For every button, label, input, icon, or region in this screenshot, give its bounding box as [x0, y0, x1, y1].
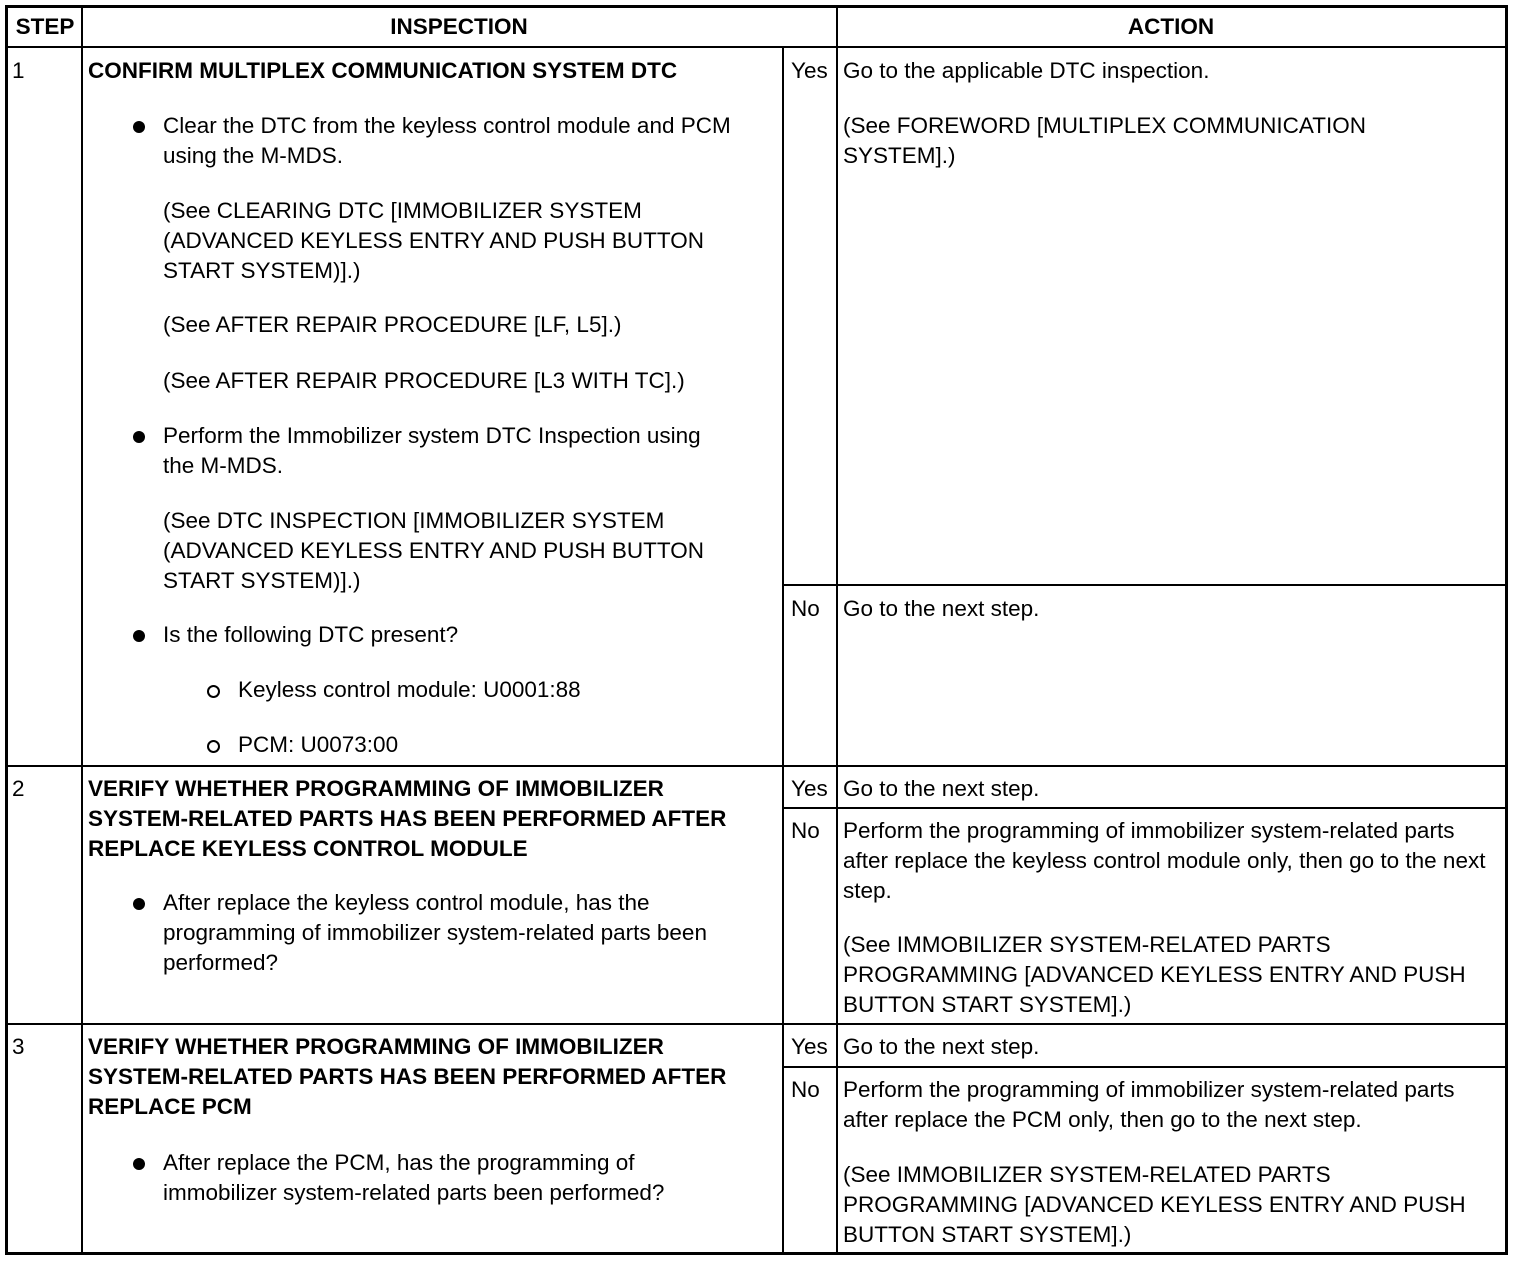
header-step: STEP	[15, 14, 75, 39]
yes-label: Yes	[791, 58, 828, 83]
yes-action: Go to the next step.	[843, 1034, 1040, 1059]
header-inspection: INSPECTION	[390, 14, 528, 39]
inspection-item: Is the following DTC present?	[163, 622, 459, 647]
bullet-icon	[133, 431, 145, 443]
step-title: VERIFY WHETHER PROGRAMMING OF IMMOBILIZER SYSTEM-RELATED PARTS HAS BEEN PERFORMED AFTER REPLACE KEYLESS CONTROL MODULE	[88, 776, 727, 861]
no-action: Perform the programming of immobilizer system-related parts after replace the keyless control module only, then go to the next step.	[843, 818, 1486, 903]
yes-label: Yes	[791, 776, 828, 801]
bullet-icon	[133, 121, 145, 133]
sub-bullet-icon	[207, 685, 220, 698]
row2-bottom-line	[8, 1023, 1505, 1025]
row1-bottom-line	[8, 765, 1505, 767]
yes-label: Yes	[791, 1034, 828, 1059]
bullet-icon	[133, 1158, 145, 1170]
inspection-reference: (See DTC INSPECTION [IMMOBILIZER SYSTEM (ADVANCED KEYLESS ENTRY AND PUSH BUTTON START SYSTEM)].)	[163, 508, 704, 593]
no-label: No	[791, 596, 820, 621]
inspection-item: After replace the keyless control module, has the programming of immobilizer system-related parts been performed?	[163, 890, 707, 975]
step-number: 1	[12, 58, 25, 83]
yes-action-reference: (See FOREWORD [MULTIPLEX COMMUNICATION SYSTEM].)	[843, 113, 1366, 168]
inspection-table	[5, 5, 1508, 1255]
dtc-item: PCM: U0073:00	[238, 732, 399, 757]
yes-action: Go to the applicable DTC inspection.	[843, 58, 1210, 83]
no-action: Perform the programming of immobilizer system-related parts after replace the PCM only, then go to the next step.	[843, 1077, 1455, 1132]
row1-yesno-line	[782, 584, 1505, 586]
yes-action: Go to the next step.	[843, 776, 1040, 801]
step-number: 2	[12, 776, 25, 801]
row2-yesno-line	[782, 807, 1505, 809]
dtc-item: Keyless control module: U0001:88	[238, 677, 581, 702]
bullet-icon	[133, 630, 145, 642]
sub-bullet-icon	[207, 740, 220, 753]
divider-yesno	[782, 46, 784, 1252]
no-action-reference: (See IMMOBILIZER SYSTEM-RELATED PARTS PROGRAMMING [ADVANCED KEYLESS ENTRY AND PUSH BUTTON START SYSTEM].)	[843, 1162, 1466, 1247]
no-action: Go to the next step.	[843, 596, 1040, 621]
no-action-reference: (See IMMOBILIZER SYSTEM-RELATED PARTS PROGRAMMING [ADVANCED KEYLESS ENTRY AND PUSH BUTTON START SYSTEM].)	[843, 932, 1466, 1017]
inspection-item: Clear the DTC from the keyless control module and PCM using the M-MDS.	[163, 113, 731, 168]
step-title: VERIFY WHETHER PROGRAMMING OF IMMOBILIZER SYSTEM-RELATED PARTS HAS BEEN PERFORMED AFTER REPLACE PCM	[88, 1034, 727, 1119]
step-number: 3	[12, 1034, 25, 1059]
inspection-item: After replace the PCM, has the programming of immobilizer system-related parts been performed?	[163, 1150, 665, 1205]
row3-yesno-line	[782, 1066, 1505, 1068]
inspection-item: Perform the Immobilizer system DTC Inspection using the M-MDS.	[163, 423, 701, 478]
divider-step	[81, 8, 83, 1252]
bullet-icon	[133, 898, 145, 910]
header-action: ACTION	[1127, 14, 1215, 39]
inspection-reference: (See CLEARING DTC [IMMOBILIZER SYSTEM (ADVANCED KEYLESS ENTRY AND PUSH BUTTON START SYSTEM)].)	[163, 198, 704, 283]
step-title: CONFIRM MULTIPLEX COMMUNICATION SYSTEM DTC	[88, 58, 678, 83]
no-label: No	[791, 818, 820, 843]
inspection-reference: (See AFTER REPAIR PROCEDURE [LF, L5].)	[163, 312, 622, 337]
inspection-reference: (See AFTER REPAIR PROCEDURE [L3 WITH TC].)	[163, 368, 685, 393]
no-label: No	[791, 1077, 820, 1102]
